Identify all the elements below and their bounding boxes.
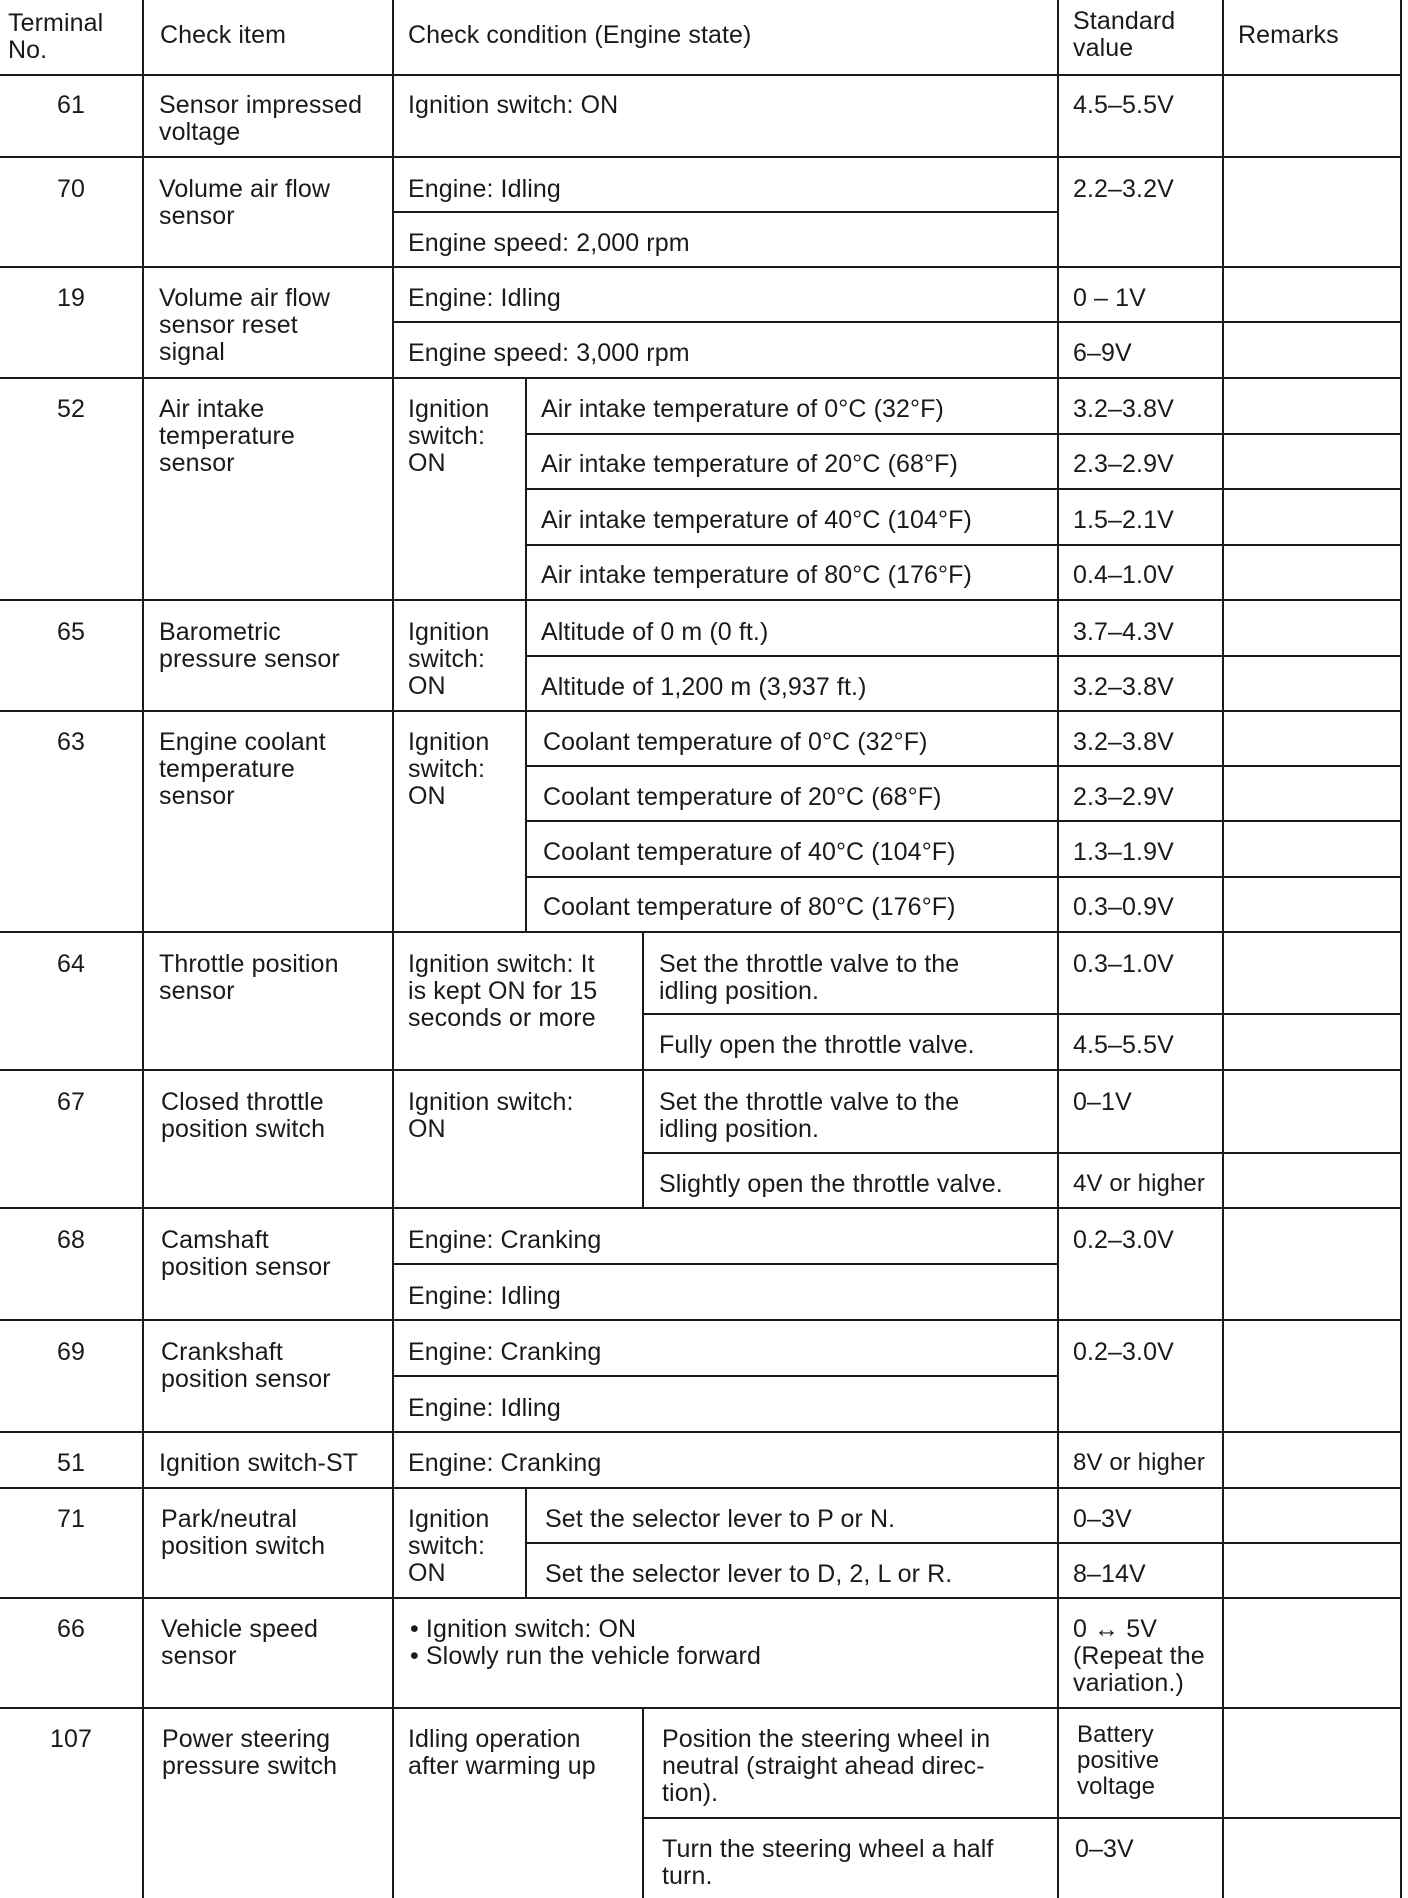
standard-value: 4.5–5.5V (1073, 91, 1174, 119)
check-condition: Coolant temperature of 80°C (176°F) (543, 893, 956, 921)
column-border (1057, 0, 1059, 1898)
standard-value: 1.3–1.9V (1073, 838, 1174, 866)
subrow-border (392, 211, 1059, 213)
terminal-number: 19 (56, 284, 85, 312)
terminal-number: 68 (56, 1226, 85, 1254)
standard-value: 4.5–5.5V (1073, 1031, 1174, 1059)
condition-group: Ignition switch: It is kept ON for 15 seconds or more (408, 950, 598, 1032)
check-condition: Turn the steering wheel a half turn. (662, 1835, 994, 1890)
check-item: Power steering pressure switch (162, 1725, 338, 1780)
standard-value: 2.2–3.2V (1073, 175, 1174, 203)
check-item: Air intake temperature sensor (159, 395, 295, 477)
column-border (392, 0, 394, 1898)
check-condition: Engine speed: 2,000 rpm (408, 229, 690, 257)
subrow-border (642, 1817, 1402, 1819)
header-remarks: Remarks (1238, 21, 1339, 49)
check-condition: Coolant temperature of 40°C (104°F) (543, 838, 956, 866)
row-border (0, 377, 1402, 379)
condition-group: Ignition switch: ON (408, 1088, 574, 1143)
subrow-border (525, 820, 1402, 822)
check-condition: Coolant temperature of 0°C (32°F) (543, 728, 928, 756)
subrow-border (642, 1013, 1402, 1015)
row-border (0, 1487, 1402, 1489)
check-item: Vehicle speed sensor (161, 1615, 318, 1670)
terminal-number: 63 (56, 728, 85, 756)
group-border (642, 1707, 644, 1898)
standard-value: 0–3V (1075, 1835, 1134, 1863)
check-item: Closed throttle position switch (161, 1088, 326, 1143)
check-condition: • Ignition switch: ON • Slowly run the vehicle forward (410, 1615, 761, 1670)
subrow-border (525, 433, 1402, 435)
condition-group: Ignition switch: ON (408, 1505, 490, 1587)
subrow-border (525, 488, 1402, 490)
check-condition: Engine: Cranking (408, 1449, 602, 1477)
check-condition: Slightly open the throttle valve. (659, 1170, 1003, 1198)
check-condition: Engine: Idling (408, 284, 561, 312)
standard-value: 0.3–0.9V (1073, 893, 1174, 921)
header-check-condition: Check condition (Engine state) (408, 21, 752, 49)
terminal-number: 107 (49, 1725, 92, 1753)
check-item: Crankshaft position sensor (161, 1338, 331, 1393)
row-border (0, 266, 1402, 268)
standard-value: 0 – 1V (1073, 284, 1146, 312)
check-condition: Altitude of 0 m (0 ft.) (541, 618, 769, 646)
standard-value: 0.4–1.0V (1073, 561, 1174, 589)
check-condition: Engine: Cranking (408, 1226, 602, 1254)
row-border (0, 1319, 1402, 1321)
terminal-number: 65 (56, 618, 85, 646)
column-border (142, 0, 144, 1898)
check-condition: Set the throttle valve to the idling position. (659, 1088, 960, 1143)
check-condition: Air intake temperature of 0°C (32°F) (541, 395, 944, 423)
row-border (0, 74, 1402, 76)
row-border (0, 710, 1402, 712)
row-border (0, 1207, 1402, 1209)
standard-value: 0–1V (1073, 1088, 1132, 1116)
check-condition: Altitude of 1,200 m (3,937 ft.) (541, 673, 867, 701)
standard-value: 3.2–3.8V (1073, 673, 1174, 701)
subrow-border (525, 1542, 1402, 1544)
standard-value: 0.2–3.0V (1073, 1338, 1174, 1366)
terminal-number: 64 (56, 950, 85, 978)
condition-group: Ignition switch: ON (408, 618, 490, 700)
row-border (0, 1069, 1402, 1071)
group-border (525, 1487, 527, 1597)
standard-value: 0–3V (1073, 1505, 1132, 1533)
row-border (0, 156, 1402, 158)
standard-value: 3.2–3.8V (1073, 395, 1174, 423)
group-border (525, 377, 527, 599)
check-condition: Engine: Idling (408, 175, 561, 203)
table-right-border (1400, 0, 1402, 1898)
row-border (0, 599, 1402, 601)
check-condition: Air intake temperature of 20°C (68°F) (541, 450, 958, 478)
check-item: Camshaft position sensor (161, 1226, 331, 1281)
standard-value: 0.2–3.0V (1073, 1226, 1174, 1254)
standard-value: 0.3–1.0V (1073, 950, 1174, 978)
check-condition: Engine: Cranking (408, 1338, 602, 1366)
subrow-border (392, 1375, 1059, 1377)
standard-value: 8–14V (1073, 1560, 1146, 1588)
terminal-number: 66 (56, 1615, 85, 1643)
standard-value: 8V or higher (1073, 1449, 1205, 1476)
standard-value: 3.2–3.8V (1073, 728, 1174, 756)
check-item: Volume air flow sensor reset signal (159, 284, 331, 366)
group-border (642, 931, 644, 1069)
check-condition: Engine speed: 3,000 rpm (408, 339, 690, 367)
condition-group: Ignition switch: ON (408, 728, 490, 810)
check-condition: Set the selector lever to D, 2, L or R. (545, 1560, 953, 1588)
standard-value: 2.3–2.9V (1073, 783, 1174, 811)
group-border (525, 710, 527, 931)
check-item: Ignition switch-ST (159, 1449, 359, 1477)
standard-value: 6–9V (1073, 339, 1132, 367)
check-item: Throttle position sensor (159, 950, 339, 1005)
standard-value: 1.5–2.1V (1073, 506, 1174, 534)
subrow-border (525, 544, 1402, 546)
row-border (0, 931, 1402, 933)
condition-group: Idling operation after warming up (408, 1725, 596, 1780)
standard-value: 0 ↔ 5V (Repeat the variation.) (1073, 1615, 1205, 1697)
subrow-border (525, 765, 1402, 767)
standard-value: 2.3–2.9V (1073, 450, 1174, 478)
subrow-border (525, 876, 1402, 878)
terminal-number: 70 (56, 175, 85, 203)
check-condition: Ignition switch: ON (408, 91, 619, 119)
row-border (0, 1431, 1402, 1433)
check-condition: Air intake temperature of 80°C (176°F) (541, 561, 972, 589)
check-condition: Coolant temperature of 20°C (68°F) (543, 783, 942, 811)
terminal-number: 67 (56, 1088, 85, 1116)
terminal-number: 71 (56, 1505, 85, 1533)
check-condition: Engine: Idling (408, 1282, 561, 1310)
header-standard-value: Standard value (1073, 7, 1176, 62)
subrow-border (392, 321, 1402, 323)
check-item: Engine coolant temperature sensor (159, 728, 326, 810)
check-item: Barometric pressure sensor (159, 618, 340, 673)
check-condition: Fully open the throttle valve. (659, 1031, 975, 1059)
terminal-number: 61 (56, 91, 85, 119)
group-border (525, 599, 527, 710)
check-condition: Engine: Idling (408, 1394, 561, 1422)
standard-value: 3.7–4.3V (1073, 618, 1174, 646)
check-condition: Position the steering wheel in neutral (straight ahead direc- tion). (662, 1725, 991, 1807)
group-border (642, 1069, 644, 1207)
subrow-border (642, 1152, 1402, 1154)
check-item: Park/neutral position switch (161, 1505, 326, 1560)
header-terminal-no: Terminal No. (8, 9, 104, 64)
terminal-number: 69 (56, 1338, 85, 1366)
check-condition: Set the throttle valve to the idling position. (659, 950, 960, 1005)
standard-value: 4V or higher (1073, 1170, 1205, 1197)
header-check-item: Check item (160, 21, 287, 49)
column-border (1222, 0, 1224, 1898)
row-border (0, 1597, 1402, 1599)
condition-group: Ignition switch: ON (408, 395, 490, 477)
check-item: Volume air flow sensor (159, 175, 331, 230)
check-condition: Set the selector lever to P or N. (545, 1505, 896, 1533)
check-condition: Air intake temperature of 40°C (104°F) (541, 506, 972, 534)
terminal-number: 51 (56, 1449, 85, 1477)
standard-value: Battery positive voltage (1077, 1721, 1160, 1800)
subrow-border (525, 655, 1402, 657)
check-item: Sensor impressed voltage (159, 91, 363, 146)
terminal-number: 52 (56, 395, 85, 423)
row-border (0, 1707, 1402, 1709)
subrow-border (392, 1263, 1059, 1265)
